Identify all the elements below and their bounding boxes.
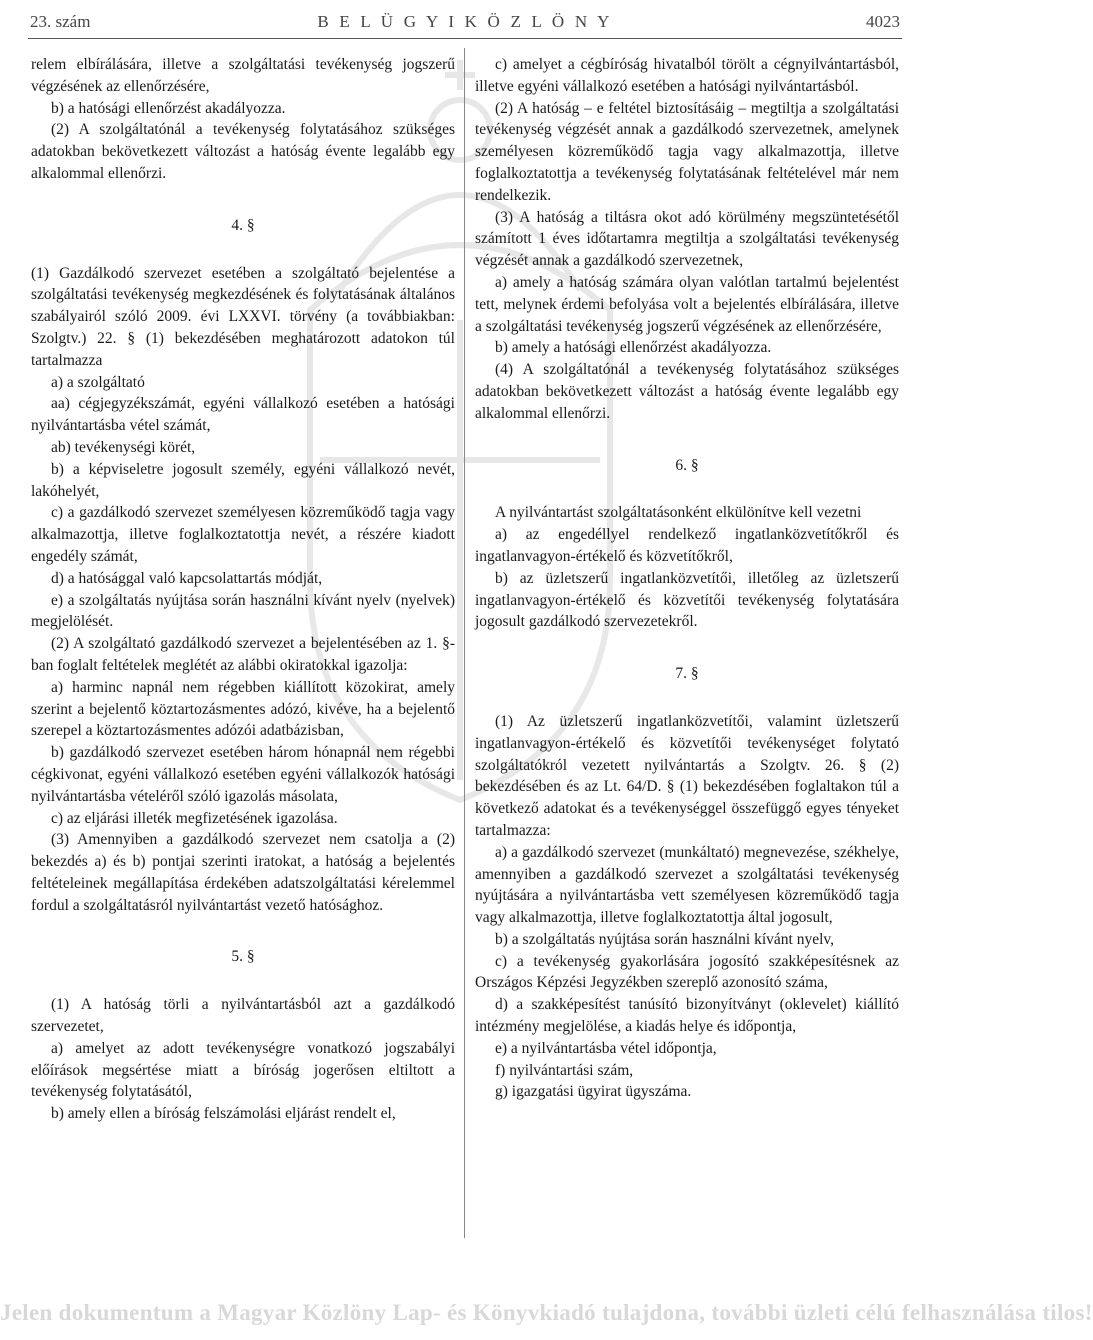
paragraph: b) amely a hatósági ellenőrzést akadályozza. xyxy=(495,339,772,357)
column-divider xyxy=(464,48,465,1238)
page-number: 4023 xyxy=(866,12,900,31)
paragraph: g) igazgatási ügyirat ügyszáma. xyxy=(495,1083,692,1101)
paragraph: (2) A szolgáltatónál a tevékenység folytatásához szükséges adatokban bekövetkezett változást a hatóság évente legalább egy alkalommal ellenőrzi. xyxy=(31,121,455,182)
header-rule xyxy=(28,38,902,39)
paragraph: b) amely ellen a bíróság felszámolási eljárást rendelt el, xyxy=(51,1105,396,1123)
paragraph: (2) A szolgáltató gazdálkodó szervezet a bejelentésében az 1. §-ban foglalt feltételek meglétét az alábbi okiratokkal igazolja: xyxy=(31,635,455,674)
paragraph: relem elbírálására, illetve a szolgáltatási tevékenység jogszerű végzésének az ellenőrzésére, xyxy=(31,56,455,95)
paragraph: b) a képviseletre jogosult személy, egyéni vállalkozó nevét, lakóhelyét, xyxy=(31,460,455,500)
paragraph: b) a szolgáltatás nyújtása során használni kívánt nyelv, xyxy=(495,930,835,948)
paragraph: e) a szolgáltatás nyújtása során használni kívánt nyelv (nyelvek) megjelölését. xyxy=(31,591,455,631)
paragraph: b) a hatósági ellenőrzést akadályozza. xyxy=(51,99,286,117)
paragraph: a) a gazdálkodó szervezet (munkáltató) megnevezése, székhelye, amennyiben a gazdálkodó szervezet a szolgáltatási tevékenység nyújtására a nyilvántartásba vett személyesen közreműködő tagja vagy alkalmazottja, illetve foglalkoztatottja által jogosult, xyxy=(475,843,899,927)
paragraph: e) a nyilvántartásba vétel időpontja, xyxy=(495,1039,717,1057)
paragraph: (4) A szolgáltatónál a tevékenység folytatásához szükséges adatokban bekövetkezett változást a hatóság évente legalább egy alkalommal ellenőrzi. xyxy=(475,361,899,422)
section-heading: 6. § xyxy=(675,456,699,474)
footer-watermark: Jelen dokumentum a Magyar Közlöny Lap- és Könyvkiadó tulajdona, további üzleti célú felhasználása tilos! xyxy=(0,1300,1093,1325)
paragraph: a) amelyet az adott tevékenységre vonatkozó jogszabályi előírások megsértése miatt a bíróság jogerősen eltiltott a tevékenység folytatásától, xyxy=(31,1039,455,1101)
paragraph: a) amely a hatóság számára olyan valótlan tartalmú bejelentést tett, melynek érdemi befolyása volt a bejelentés elbírálására, illetve a szolgáltatási tevékenység jogszerű végzésének az ellenőrzésére, xyxy=(475,273,899,335)
paragraph: d) a hatósággal való kapcsolattartás módját, xyxy=(51,569,323,587)
paragraph: d) a szakképesítést tanúsító bizonyítványt (oklevelet) kiállító intézmény megjelölése, a kiadás helye és időpontja, xyxy=(475,996,899,1036)
left-column xyxy=(31,54,455,1125)
paragraph: ab) tevékenységi körét, xyxy=(51,438,196,456)
section-heading: 7. § xyxy=(675,665,699,683)
section-heading: 4. § xyxy=(231,216,255,234)
paragraph: c) az eljárási illeték megfizetésének igazolása. xyxy=(51,809,338,827)
paragraph: c) amelyet a cégbíróság hivatalból törölt a cégnyilvántartásból, illetve egyéni vállalkozó esetében a hatósági nyilvántartásból. xyxy=(475,56,899,95)
paragraph: a) harminc napnál nem régebben kiállított közokirat, amely szerint a bejelentő köztartozásmentes adózó, kivéve, ha a bejelentő szerepel a köztartozásmentes adózói adatbázisban, xyxy=(31,678,455,740)
paragraph: (1) Az üzletszerű ingatlanközvetítői, valamint üzletszerű ingatlanvagyon-értékelő és közvetítői tevékenységet folytató szolgáltatókról vezetett nyilvántartás a Szolgtv. 26. § (2) bekezdésében és az Lt. 64/D. § (1) bekezdésében foglaltakon túl a következő adatokat és a tevékenységgel összefüggő egyes tényeket tartalmazza: xyxy=(475,712,899,839)
paragraph: f) nyilvántartási szám, xyxy=(495,1061,634,1079)
paragraph: (1) Gazdálkodó szervezet esetében a szolgáltató bejelentése a szolgáltatási tevékenység megkezdésének és folytatásának általános szabályairól szóló 2009. évi LXXVI. törvény (a továbbiakban: Szolgtv.) 22. § (1) bekezdésében meghatározott adatokon túl tartalmazza xyxy=(31,264,455,369)
paragraph: c) a tevékenység gyakorlására jogosító szakképesítésnek az Országos Képzési Jegyzékben szereplő azonosító száma, xyxy=(475,952,899,992)
paragraph: A nyilvántartást szolgáltatásonként elkülönítve kell vezetni xyxy=(495,504,862,522)
paragraph: (1) A hatóság törli a nyilvántartásból azt a gazdálkodó szervezetet, xyxy=(31,996,455,1036)
paragraph: c) a gazdálkodó szervezet személyesen közreműködő tagja vagy alkalmazottja, illetve foglalkoztatottja nevét, a részére kiadott engedély számát, xyxy=(31,504,455,565)
paragraph: (3) Amennyiben a gazdálkodó szervezet nem csatolja a (2) bekezdés a) és b) pontjai szerinti iratokat, a hatóság a bejelentés feltételeinek megállapítása érdekében adatszolgáltatási kérelemmel fordul a szolgáltatásról nyilvántartást vezető hatósághoz. xyxy=(31,831,455,914)
paragraph: a) az engedéllyel rendelkező ingatlanközvetítőkről és ingatlanvagyon-értékelő és közvetítőkről, xyxy=(475,526,899,565)
paragraph: (2) A hatóság – e feltétel biztosításáig – megtiltja a szolgáltatási tevékenység végzését annak a gazdálkodó szervezetnek, amelynek személyesen közreműködő tagja vagy alkalmazottja, illetve foglalkoztatottja a tevékenység folytatásának feltételével már nem rendelkezik. xyxy=(475,99,899,204)
paragraph: (3) A hatóság a tiltásra okot adó körülmény megszüntetésétől számított 1 éves időtartamra megtiltja a szolgáltatási tevékenység végzését annak a gazdálkodó szervezetnek, xyxy=(475,208,899,270)
paragraph: aa) cégjegyzékszámát, egyéni vállalkozó esetében a hatósági nyilvántartásba vétel számát, xyxy=(31,395,455,435)
paragraph: a) a szolgáltató xyxy=(51,373,145,391)
page-header xyxy=(30,8,900,34)
right-column xyxy=(475,54,899,1103)
paragraph: b) gazdálkodó szervezet esetében három hónapnál nem régebbi cégkivonat, egyéni vállalkozó esetében egyéni vállalkozók hatósági nyilvántartásba vételéről szóló igazolás másolata, xyxy=(31,744,455,805)
publication-title: B E L Ü G Y I K Ö Z L Ö N Y xyxy=(317,12,613,31)
issue-number: 23. szám xyxy=(30,12,91,31)
section-heading: 5. § xyxy=(231,948,255,966)
paragraph: b) az üzletszerű ingatlanközvetítői, illetőleg az üzletszerű ingatlanvagyon-értékelő és közvetítői tevékenység folytatására jogosult gazdálkodó szervezetekről. xyxy=(475,569,899,631)
